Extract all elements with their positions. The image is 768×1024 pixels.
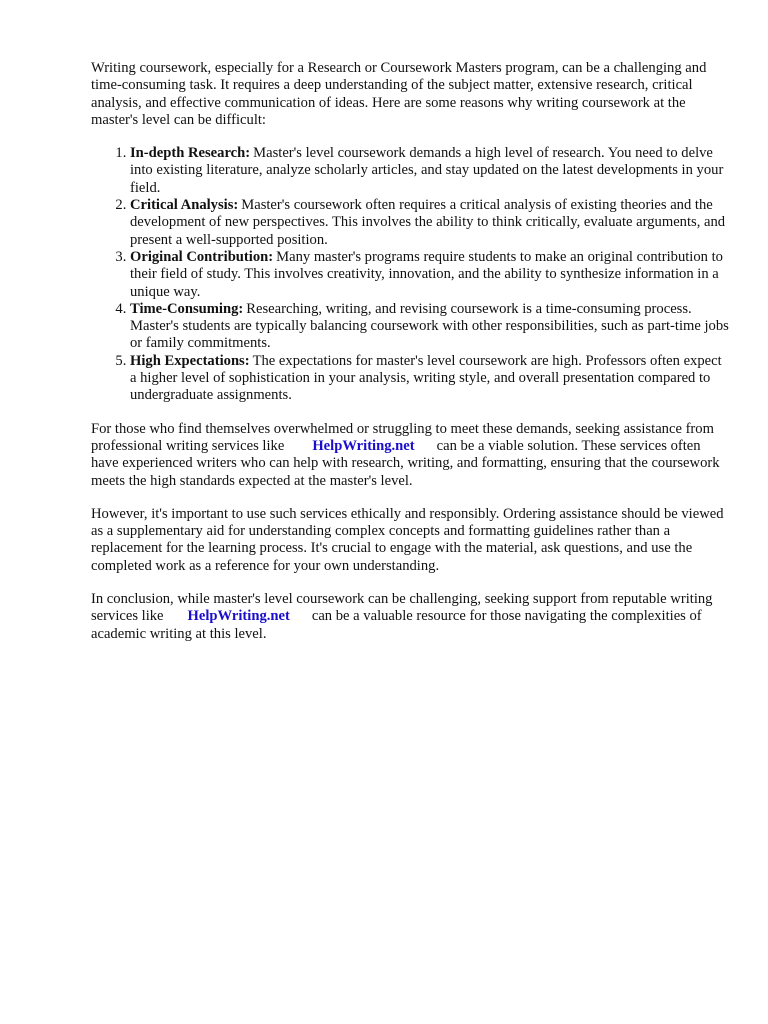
list-item-title: In-depth Research: [130, 145, 251, 162]
list-item-title: Time-Consuming: [130, 300, 244, 317]
reasons-list [91, 145, 731, 404]
list-item-text: Master's level coursework demands a high level of research. You need to delve into existing literature, analyze scholarly articles, and stay updated on the latest developments in your field. [130, 145, 724, 196]
list-item-title: Critical Analysis: [130, 197, 239, 214]
helpwriting-link[interactable]: HelpWriting.net [312, 437, 415, 454]
conclusion-text-after: can be a valuable resource for those navigating the complexities of academic writing at this level. [91, 608, 702, 642]
conclusion-text-before: In conclusion, while master's level coursework can be challenging, seeking support from reputable writing services like [91, 591, 713, 625]
list-item-text: The expectations for master's level coursework are high. Professors often expect a higher level of sophistication in your analysis, writing style, and overall presentation compared to undergraduate assignments. [130, 352, 722, 404]
list-item [130, 301, 731, 353]
ethics-paragraph: However, it's important to use such services ethically and responsibly. Ordering assistance should be viewed as a supplementary aid for understanding complex concepts and formatting guidelines rather than a replacement for the learning process. It's crucial to engage with the material, ask questions, and use the completed work as a reference for your own understanding. [91, 505, 724, 574]
helpwriting-link[interactable]: HelpWriting.net [187, 608, 290, 625]
services-paragraph [91, 421, 731, 490]
intro-paragraph: Writing coursework, especially for a Research or Coursework Masters program, can be a challenging and time-consuming task. It requires a deep understanding of the subject matter, extensive research, critical analysis, and effective communication of ideas. Here are some reasons why writing coursework at the master's level can be difficult: [91, 60, 707, 128]
list-item-text: Many master's programs require students to make an original contribution to their field of study. This involves creativity, innovation, and the ability to synthesize information in a unique way. [130, 248, 723, 300]
conclusion-paragraph [91, 591, 731, 643]
list-item-title: Original Contribution: [130, 248, 274, 265]
list-item-text: Researching, writing, and revising coursework is a time-consuming process. Master's students are typically balancing coursework with other responsibilities, such as part-time jobs or family commitments. [130, 300, 729, 352]
list-item [130, 145, 731, 197]
list-item-title: High Expectations: [130, 352, 250, 369]
document-body [91, 60, 731, 659]
services-text-before: For those who find themselves overwhelmed or struggling to meet these demands, seeking assistance from professional writing services like [91, 420, 714, 454]
list-item [130, 249, 731, 301]
list-item-text: Master's coursework often requires a critical analysis of existing theories and the development of new perspectives. This involves the ability to think critically, evaluate arguments, and present a well-supported position. [130, 197, 726, 248]
list-item [130, 197, 731, 249]
services-text-after: can be a viable solution. These services often have experienced writers who can help with research, writing, and formatting, ensuring that the coursework meets the high standards expected at the master's level. [91, 437, 720, 489]
list-item [130, 353, 731, 405]
